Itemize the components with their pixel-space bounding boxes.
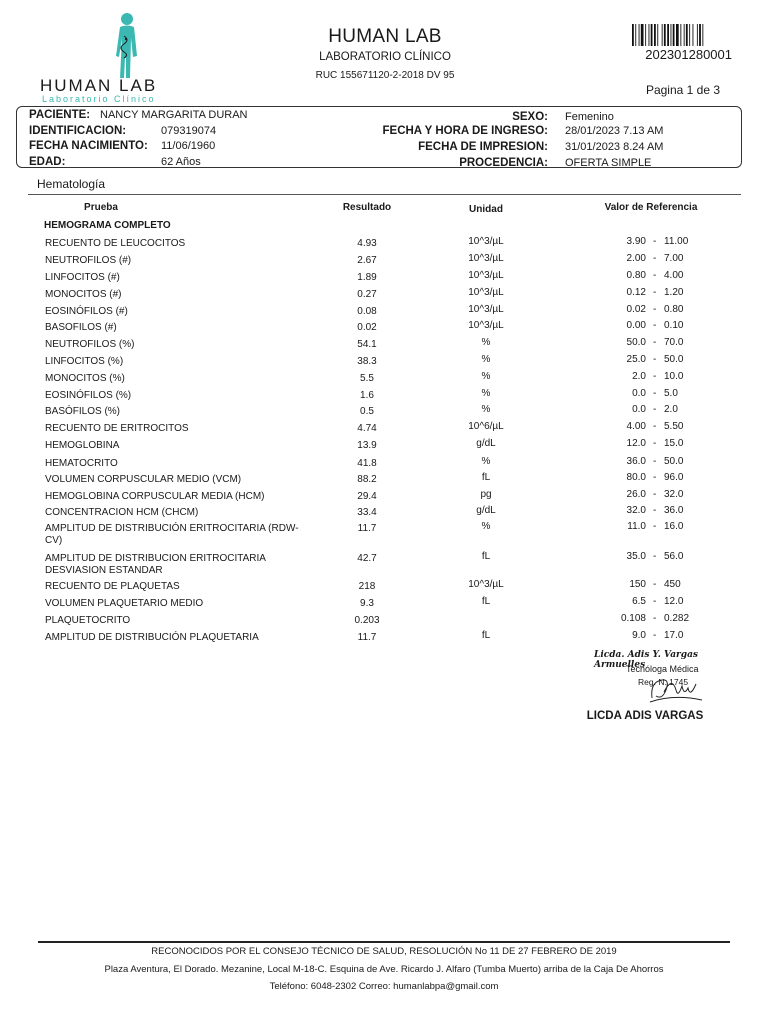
reference-high: 50.0 — [664, 456, 684, 467]
reference-high: 5.0 — [664, 388, 678, 399]
test-unit: % — [481, 337, 491, 348]
admission-date-value: 28/01/2023 7.13 AM — [565, 125, 664, 137]
reference-low: 2.00 — [626, 253, 646, 264]
reference-low: 0.0 — [632, 388, 646, 399]
print-date-label: FECHA DE IMPRESION: — [418, 141, 548, 153]
test-name: RECUENTO DE LEUCOCITOS — [45, 238, 186, 249]
test-unit: fL — [481, 551, 491, 562]
origin-value: OFERTA SIMPLE — [565, 157, 652, 169]
reference-high: 7.00 — [664, 253, 684, 264]
reference-high: 16.0 — [664, 521, 684, 532]
lab-name: HUMAN LAB — [328, 26, 442, 47]
reference-dash: - — [653, 421, 657, 432]
reference-high: 0.80 — [664, 304, 684, 315]
test-unit: g/dL — [476, 438, 496, 449]
lab-logo — [38, 10, 178, 106]
lab-subtitle: LABORATORIO CLÍNICO — [319, 51, 451, 63]
reference-low: 25.0 — [626, 354, 646, 365]
reference-low: 12.0 — [626, 438, 646, 449]
test-name: AMPLITUD DE DISTRIBUCIÓN ERITROCITARIA (RDW-CV) — [45, 523, 299, 546]
test-name: VOLUMEN PLAQUETARIO MEDIO — [45, 598, 204, 609]
test-unit: 10^3/µL — [468, 253, 504, 264]
reference-dash: - — [653, 456, 657, 467]
barcode-image — [632, 24, 732, 46]
test-result: 54.1 — [357, 339, 377, 350]
test-unit: fL — [481, 472, 491, 483]
test-result: 2.67 — [357, 255, 377, 266]
age-label: EDAD: — [29, 156, 66, 168]
footer-contact: Teléfono: 6048-2302 Correo: humanlabpa@gmail.com — [269, 981, 499, 992]
reference-dash: - — [653, 472, 657, 483]
test-result: 5.5 — [360, 373, 374, 384]
patient-name-label: PACIENTE: — [29, 109, 91, 121]
test-name: VOLUMEN CORPUSCULAR MEDIO (VCM) — [45, 474, 242, 485]
reference-low: 2.0 — [632, 371, 646, 382]
reference-high: 5.50 — [664, 421, 684, 432]
test-name: HEMATOCRITO — [45, 458, 118, 469]
reference-low: 0.12 — [626, 287, 646, 298]
birthdate-label: FECHA NACIMIENTO: — [29, 140, 148, 152]
reference-dash: - — [653, 579, 657, 590]
reference-low: 32.0 — [626, 505, 646, 516]
reference-dash: - — [653, 438, 657, 449]
sex-value: Femenino — [565, 111, 614, 123]
group-title: HEMOGRAMA COMPLETO — [44, 220, 171, 231]
reference-high: 450 — [664, 579, 681, 590]
test-unit: % — [481, 354, 491, 365]
test-unit: 10^3/µL — [468, 579, 504, 590]
reference-high: 70.0 — [664, 337, 684, 348]
reference-low: 0.0 — [632, 404, 646, 415]
test-unit: % — [481, 388, 491, 399]
test-name: AMPLITUD DE DISTRIBUCIÓN PLAQUETARIA — [45, 632, 259, 643]
test-unit: 10^3/µL — [468, 270, 504, 281]
test-name: NEUTROFILOS (%) — [45, 339, 135, 350]
reference-low: 26.0 — [626, 489, 646, 500]
reference-low: 35.0 — [626, 551, 646, 562]
test-result: 4.93 — [357, 238, 377, 249]
footer-address: Plaza Aventura, El Dorado. Mezanine, Local M-18-C. Esquina de Ave. Ricardo J. Alfaro (Tumba Muerto) arriba de la Caja De Ahorros — [104, 964, 664, 975]
identification-value: 079319074 — [161, 125, 217, 137]
footer-divider — [38, 941, 730, 943]
reference-low: 0.02 — [626, 304, 646, 315]
test-result: 218 — [358, 581, 376, 592]
test-result: 29.4 — [357, 491, 377, 502]
test-result: 88.2 — [357, 474, 377, 485]
signature-script-name: Licda. Adis Y. Vargas Armuelles — [594, 650, 698, 670]
reference-dash: - — [653, 354, 657, 365]
reference-high: 10.0 — [664, 371, 684, 382]
test-result: 0.02 — [357, 322, 377, 333]
reference-dash: - — [653, 287, 657, 298]
reference-high: 0.10 — [664, 320, 684, 331]
reference-high: 50.0 — [664, 354, 684, 365]
order-number: 202301280001 — [645, 47, 732, 62]
reference-low: 0.108 — [620, 613, 646, 624]
test-result: 42.7 — [357, 553, 377, 564]
reference-low: 9.0 — [632, 630, 646, 641]
test-unit: fL — [481, 630, 491, 641]
col-header-reference: Valor de Referencia — [604, 202, 698, 213]
test-result: 11.7 — [357, 523, 377, 534]
reference-low: 4.00 — [626, 421, 646, 432]
reference-dash: - — [653, 371, 657, 382]
test-name: HEMOGLOBINA — [45, 440, 120, 451]
reference-dash: - — [653, 270, 657, 281]
test-result: 4.74 — [357, 423, 377, 434]
reference-dash: - — [653, 304, 657, 315]
reference-low: 6.5 — [632, 596, 646, 607]
test-name: EOSINÓFILOS (%) — [45, 390, 132, 401]
reference-dash: - — [653, 521, 657, 532]
reference-dash: - — [653, 253, 657, 264]
test-name: LINFOCITOS (#) — [45, 272, 120, 283]
reference-high: 96.0 — [664, 472, 684, 483]
reference-low: 150 — [629, 579, 646, 590]
patient-name-value: NANCY MARGARITA DURAN — [100, 109, 248, 121]
test-name: RECUENTO DE PLAQUETAS — [45, 581, 180, 592]
signature-stamp — [590, 648, 730, 710]
logo-subtext: Laboratorio Clínico — [42, 94, 156, 104]
test-result: 1.89 — [357, 272, 377, 283]
test-unit: 10^6/µL — [468, 421, 504, 432]
test-name: LINFOCITOS (%) — [45, 356, 124, 367]
footer-accreditation: RECONOCIDOS POR EL CONSEJO TÉCNICO DE SALUD, RESOLUCIÓN No 11 DE 27 FEBRERO DE 2019 — [151, 946, 617, 957]
test-unit: 10^3/µL — [468, 287, 504, 298]
sex-label: SEXO: — [512, 111, 548, 123]
test-result: 1.6 — [360, 390, 374, 401]
reference-high: 32.0 — [664, 489, 684, 500]
test-name: PLAQUETOCRITO — [45, 615, 131, 626]
reference-low: 50.0 — [626, 337, 646, 348]
reference-low: 36.0 — [626, 456, 646, 467]
reference-high: 12.0 — [664, 596, 684, 607]
reference-dash: - — [653, 596, 657, 607]
test-name: CONCENTRACION HCM (CHCM) — [45, 507, 199, 518]
lab-ruc: RUC 155671120-2-2018 DV 95 — [315, 70, 455, 81]
test-unit: g/dL — [476, 505, 496, 516]
origin-label: PROCEDENCIA: — [459, 157, 548, 169]
reference-high: 56.0 — [664, 551, 684, 562]
test-result: 0.203 — [354, 615, 380, 626]
col-header-result: Resultado — [342, 202, 392, 213]
test-unit: 10^3/µL — [468, 304, 504, 315]
reference-low: 80.0 — [626, 472, 646, 483]
test-name: BASOFILOS (#) — [45, 322, 117, 333]
reference-dash: - — [653, 404, 657, 415]
col-header-test: Prueba — [84, 202, 118, 213]
reference-dash: - — [653, 613, 657, 624]
section-divider — [28, 194, 741, 195]
test-name: HEMOGLOBINA CORPUSCULAR MEDIA (HCM) — [45, 491, 265, 502]
test-name: AMPLITUD DE DISTRIBUCION ERITROCITARIA DESVIASION ESTANDAR — [45, 553, 266, 576]
reference-high: 0.282 — [664, 613, 690, 624]
test-result: 9.3 — [360, 598, 374, 609]
test-name: MONOCITOS (%) — [45, 373, 125, 384]
test-name: NEUTROFILOS (#) — [45, 255, 132, 266]
reference-high: 2.0 — [664, 404, 678, 415]
print-date-value: 31/01/2023 8.24 AM — [565, 141, 664, 153]
section-title: Hematología — [37, 177, 106, 191]
col-header-unit: Unidad — [469, 204, 503, 215]
test-unit: pg — [480, 489, 492, 500]
signature-reg: Reg. N. 1745 — [638, 677, 689, 687]
reference-high: 15.0 — [664, 438, 684, 449]
test-unit: % — [481, 521, 491, 532]
test-name: RECUENTO DE ERITROCITOS — [45, 423, 189, 434]
test-unit: fL — [481, 596, 491, 607]
reference-low: 3.90 — [626, 236, 646, 247]
signer-name: LICDA ADIS VARGAS — [586, 710, 704, 722]
reference-dash: - — [653, 489, 657, 500]
reference-high: 1.20 — [664, 287, 684, 298]
test-name: EOSINÓFILOS (#) — [45, 306, 128, 317]
test-result: 11.7 — [357, 632, 377, 643]
test-result: 0.5 — [360, 406, 374, 417]
test-result: 41.8 — [357, 458, 377, 469]
reference-low: 11.0 — [627, 521, 646, 532]
page-indicator: Pagina 1 de 3 — [645, 83, 720, 97]
logo-wordmark: HUMAN LAB — [40, 76, 158, 95]
reference-low: 0.80 — [626, 270, 646, 281]
handwritten-signature-icon — [646, 672, 706, 706]
reference-high: 17.0 — [664, 630, 684, 641]
identification-label: IDENTIFICACION: — [29, 125, 127, 137]
test-name: MONOCITOS (#) — [45, 289, 122, 300]
test-result: 13.9 — [357, 440, 377, 451]
reference-dash: - — [653, 337, 657, 348]
admission-date-label: FECHA Y HORA DE INGRESO: — [382, 125, 548, 137]
test-unit: 10^3/µL — [468, 320, 504, 331]
reference-dash: - — [653, 630, 657, 641]
reference-high: 11.00 — [664, 236, 689, 247]
reference-high: 36.0 — [664, 505, 684, 516]
test-result: 33.4 — [357, 507, 377, 518]
test-result: 0.27 — [357, 289, 377, 300]
reference-low: 0.00 — [626, 320, 646, 331]
test-result: 38.3 — [357, 356, 377, 367]
test-result: 0.08 — [357, 306, 377, 317]
test-unit: % — [481, 456, 491, 467]
test-name: BASÓFILOS (%) — [45, 406, 121, 417]
age-value: 62 Años — [161, 156, 201, 168]
signature-title: Tecnóloga Médica — [626, 664, 699, 674]
reference-high: 4.00 — [664, 270, 684, 281]
reference-dash: - — [653, 236, 657, 247]
test-unit: 10^3/µL — [468, 236, 504, 247]
test-unit: % — [481, 371, 491, 382]
reference-dash: - — [653, 505, 657, 516]
reference-dash: - — [653, 320, 657, 331]
test-unit: % — [481, 404, 491, 415]
reference-dash: - — [653, 551, 657, 562]
reference-dash: - — [653, 388, 657, 399]
birthdate-value: 11/06/1960 — [161, 140, 216, 152]
